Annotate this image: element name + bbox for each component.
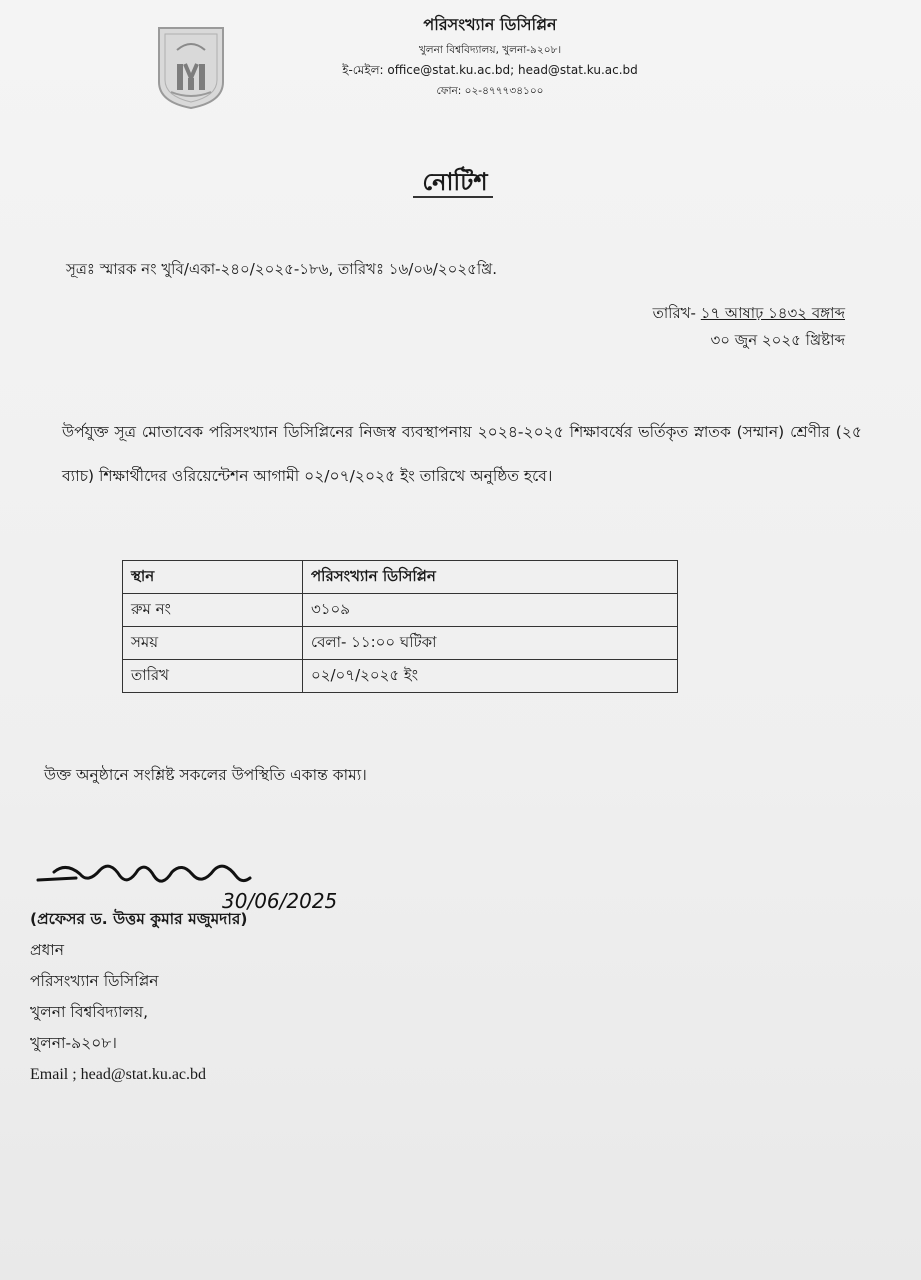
bangla-date: ১৭ আষাঢ় ১৪৩২ বঙ্গাব্দ — [700, 304, 845, 322]
letterhead-department: পরিসংখ্যান ডিসিপ্লিন — [423, 15, 557, 34]
letterhead-email: ই-মেইল: office@stat.ku.ac.bd; head@stat.ku.ac.bd — [342, 63, 638, 77]
table-cell-value: বেলা- ১১:০০ ঘটিকা — [303, 627, 678, 660]
signatory-city: খুলনা-৯২০৮। — [30, 1034, 117, 1052]
table-cell-label: রুম নং — [123, 594, 303, 627]
signature-block — [30, 904, 247, 1090]
letterhead — [300, 12, 680, 103]
table-cell-label: স্থান — [123, 561, 303, 594]
signatory-university: খুলনা বিশ্ববিদ্যালয়, — [30, 1003, 149, 1021]
details-table — [122, 560, 678, 693]
table-row — [123, 594, 678, 627]
date-block — [653, 300, 845, 354]
table-cell-value: ৩১০৯ — [303, 594, 678, 627]
notice-body: উর্পযুক্ত সূত্র মোতাবেক পরিসংখ্যান ডিসিপ্লিনের নিজস্ব ব্যবস্থাপনায় ২০২৪-২০২৫ শিক্ষাবর্ষের ভর্তিকৃত স্নাতক (সম্মান) শ্রেণীর (২৫ ব্যাচ) শিক্ষার্থীদের ওরিয়েন্টেশন আগামী ০২/০৭/২০২৫ ইং তারিখে অনুষ্ঠিত হবে। — [62, 423, 862, 485]
reference-line: সূত্রঃ স্মারক নং খুবি/একা-২৪০/২০২৫-১৮৬, তারিখঃ ১৬/০৬/২০২৫খ্রি. — [66, 260, 498, 278]
letterhead-phone: ফোন: ০২-৪৭৭৭৩৪১০০ — [436, 85, 544, 97]
date-label: তারিখ- — [652, 304, 696, 322]
signatory-designation: প্রধান — [30, 941, 65, 959]
signatory-name: (প্রফেসর ড. উত্তম কুমার মজুমদার) — [30, 910, 248, 928]
university-logo-icon — [155, 24, 227, 110]
title-underline — [413, 196, 493, 198]
table-row — [123, 627, 678, 660]
notice-title: নোটিশ — [422, 168, 488, 196]
table-row — [123, 660, 678, 693]
closing-line: উক্ত অনুষ্ঠানে সংশ্লিষ্ট সকলের উপস্থিতি একান্ত কাম্য। — [44, 766, 367, 784]
english-date: ৩০ জুন ২০২৫ খ্রিষ্টাব্দ — [710, 331, 845, 349]
table-cell-label: সময় — [123, 627, 303, 660]
table-cell-value: ০২/০৭/২০২৫ ইং — [303, 660, 678, 693]
signatory-department: পরিসংখ্যান ডিসিপ্লিন — [30, 972, 159, 990]
signatory-email: Email ; head@stat.ku.ac.bd — [30, 1066, 207, 1083]
signature-date: 30/06/2025 — [222, 889, 338, 913]
letterhead-university: খুলনা বিশ্ববিদ্যালয়, খুলনা-৯২০৮। — [418, 44, 562, 56]
table-row — [123, 561, 678, 594]
table-cell-value: পরিসংখ্যান ডিসিপ্লিন — [303, 561, 678, 594]
table-cell-label: তারিখ — [123, 660, 303, 693]
